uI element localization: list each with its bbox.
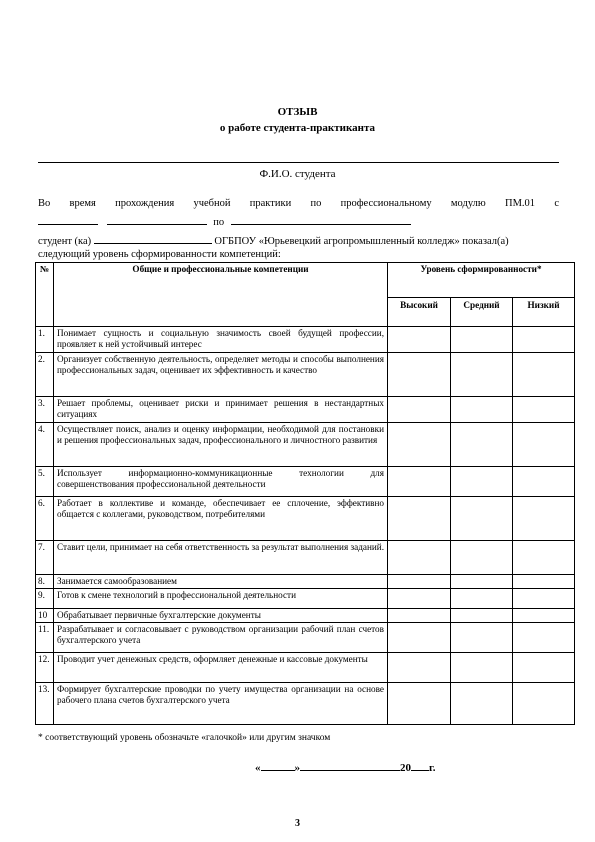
level-low-cell[interactable]: [513, 575, 575, 589]
table-row: [36, 589, 575, 609]
level-low-cell[interactable]: [513, 609, 575, 623]
row-number: 12.: [36, 653, 54, 683]
table-row: [36, 623, 575, 653]
level-high-cell[interactable]: [388, 589, 451, 609]
level-medium-cell[interactable]: [451, 623, 513, 653]
row-number: 9.: [36, 589, 54, 609]
date-from-blank-1[interactable]: [38, 214, 98, 225]
level-high-cell[interactable]: [388, 353, 451, 397]
level-low-cell[interactable]: [513, 353, 575, 397]
table-row: [36, 467, 575, 497]
level-medium-cell[interactable]: [451, 541, 513, 575]
level-high-cell[interactable]: [388, 575, 451, 589]
level-low-cell[interactable]: [513, 683, 575, 725]
table-row: [36, 653, 575, 683]
level-high-header: Высокий: [388, 298, 451, 327]
level-low-cell[interactable]: [513, 653, 575, 683]
level-low-cell[interactable]: [513, 327, 575, 353]
student-suffix: ОГБПОУ «Юрьевецкий агропромышленный колледж» показал(а): [214, 236, 509, 247]
level-high-cell[interactable]: [388, 497, 451, 541]
col-header-competency: Общие и профессиональные компетенции: [54, 263, 388, 327]
competency-text: Организует собственную деятельность, определяет методы и способы выполнения профессиональных задач, оценивает их эффективность и качество: [54, 353, 388, 397]
student-prefix: студент (ка): [38, 236, 92, 247]
level-high-cell[interactable]: [388, 653, 451, 683]
table-row: [36, 353, 575, 397]
level-medium-cell[interactable]: [451, 683, 513, 725]
level-medium-cell[interactable]: [451, 497, 513, 541]
intro-line-4: следующий уровень сформированности компетенций:: [38, 249, 281, 260]
level-low-cell[interactable]: [513, 541, 575, 575]
intro-line-1: Во время прохождения учебной практики по профессиональному модулю ПМ.01 с: [38, 198, 559, 209]
level-high-cell[interactable]: [388, 623, 451, 653]
date-day-blank[interactable]: [261, 759, 295, 771]
level-medium-cell[interactable]: [451, 397, 513, 423]
competency-text: Готов к смене технологий в профессиональной деятельности: [54, 589, 388, 609]
level-medium-cell[interactable]: [451, 423, 513, 467]
level-high-cell[interactable]: [388, 327, 451, 353]
level-low-cell[interactable]: [513, 589, 575, 609]
level-medium-cell[interactable]: [451, 575, 513, 589]
date-line: [255, 759, 436, 774]
row-number: 11.: [36, 623, 54, 653]
level-medium-cell[interactable]: [451, 353, 513, 397]
competency-table: [35, 262, 575, 725]
competency-text: Работает в коллективе и команде, обеспечивает ее сплочение, эффективно общается с коллегами, руководством, потребителями: [54, 497, 388, 541]
intro-from-word: по: [213, 217, 225, 228]
competency-text: Осуществляет поиск, анализ и оценку информации, необходимой для постановки и решения профессиональных задач, профессионального и личностного развития: [54, 423, 388, 467]
competency-text: Использует информационно-коммуникационные технологии для совершенствования профессиональной деятельности: [54, 467, 388, 497]
table-row: [36, 541, 575, 575]
competency-text: Обрабатывает первичные бухгалтерские документы: [54, 609, 388, 623]
level-low-cell[interactable]: [513, 397, 575, 423]
level-medium-header: Средний: [451, 298, 513, 327]
level-high-cell[interactable]: [388, 423, 451, 467]
date-from-blank-2[interactable]: [107, 214, 207, 225]
student-name-blank[interactable]: [94, 233, 212, 244]
date-suffix: г.: [429, 762, 436, 774]
page-number: 3: [295, 818, 300, 829]
competency-text: Понимает сущность и социальную значимость своей будущей профессии, проявляет к ней устойчивый интерес: [54, 327, 388, 353]
date-month-blank[interactable]: [300, 759, 400, 771]
fio-blank-line[interactable]: [38, 162, 559, 163]
level-high-cell[interactable]: [388, 467, 451, 497]
level-medium-cell[interactable]: [451, 609, 513, 623]
competency-text: Решает проблемы, оценивает риски и принимает решения в нестандартных ситуациях: [54, 397, 388, 423]
row-number: 2.: [36, 353, 54, 397]
footnote: * соответствующий уровень обозначьте «галочкой» или другим значком: [38, 733, 331, 743]
row-number: 10: [36, 609, 54, 623]
level-low-cell[interactable]: [513, 467, 575, 497]
document-subtitle: о работе студента-практиканта: [219, 122, 376, 134]
row-number: 7.: [36, 541, 54, 575]
date-to-blank-1[interactable]: [231, 214, 279, 225]
table-row: [36, 423, 575, 467]
level-low-cell[interactable]: [513, 423, 575, 467]
table-row: [36, 397, 575, 423]
intro-line-3: [38, 233, 559, 249]
date-to-blank-2[interactable]: [279, 214, 411, 225]
col-header-number: №: [36, 263, 54, 327]
level-medium-cell[interactable]: [451, 467, 513, 497]
level-high-cell[interactable]: [388, 397, 451, 423]
date-open-quote: «: [255, 762, 261, 774]
competency-text: Ставит цели, принимает на себя ответственность за результат выполнения заданий.: [54, 541, 388, 575]
competency-text: Проводит учет денежных средств, оформляет денежные и кассовые документы: [54, 653, 388, 683]
competency-text: Занимается самообразованием: [54, 575, 388, 589]
level-high-cell[interactable]: [388, 683, 451, 725]
intro-line-2: [38, 214, 559, 230]
row-number: 1.: [36, 327, 54, 353]
table-row: [36, 609, 575, 623]
row-number: 3.: [36, 397, 54, 423]
table-row: [36, 683, 575, 725]
level-low-header: Низкий: [513, 298, 575, 327]
competency-text: Формирует бухгалтерские проводки по учету имущества организации на основе рабочего плана счетов бухгалтерского учета: [54, 683, 388, 725]
level-medium-cell[interactable]: [451, 327, 513, 353]
date-close-quote: »: [294, 762, 300, 774]
date-year-blank[interactable]: [411, 759, 429, 771]
table-row: [36, 327, 575, 353]
document-title: ОТЗЫВ: [277, 106, 318, 118]
row-number: 8.: [36, 575, 54, 589]
col-header-level: Уровень сформированности*: [388, 263, 575, 298]
row-number: 5.: [36, 467, 54, 497]
level-medium-cell[interactable]: [451, 589, 513, 609]
competency-text: Разрабатывает и согласовывает с руководством организации рабочий план счетов бухгалтерского учета: [54, 623, 388, 653]
row-number: 4.: [36, 423, 54, 467]
table-row: [36, 497, 575, 541]
level-low-cell[interactable]: [513, 623, 575, 653]
level-high-cell[interactable]: [388, 609, 451, 623]
table-row: [36, 575, 575, 589]
date-year: 20: [400, 762, 411, 774]
level-medium-cell[interactable]: [451, 653, 513, 683]
row-number: 13.: [36, 683, 54, 725]
fio-label: Ф.И.О. студента: [259, 168, 336, 180]
level-low-cell[interactable]: [513, 497, 575, 541]
row-number: 6.: [36, 497, 54, 541]
level-high-cell[interactable]: [388, 541, 451, 575]
